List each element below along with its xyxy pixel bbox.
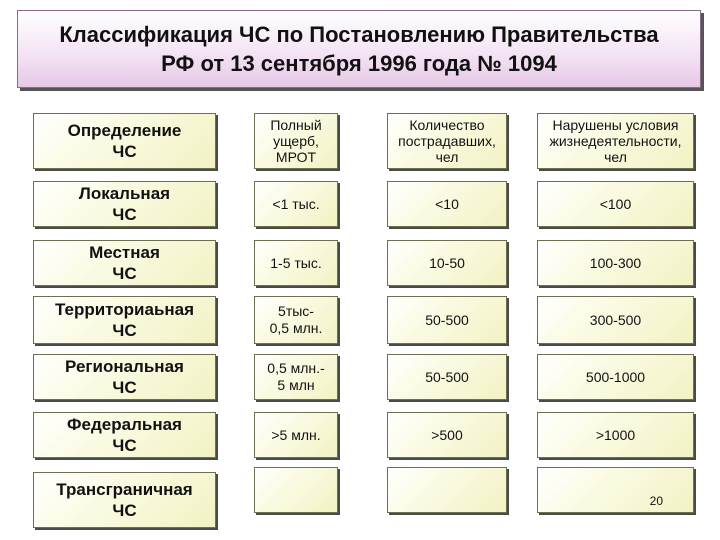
cell-value: 5тыс- 0,5 млн. xyxy=(269,303,323,336)
column-header-damage-label: Полный ущерб, МРОТ xyxy=(270,117,322,165)
slide-title-box xyxy=(17,10,701,88)
column-header-living-conditions-label: Нарушены условия жизнедеятельности, чел xyxy=(549,117,682,165)
cell-federal-living xyxy=(537,412,694,458)
row-label-text: Трансграничная ЧС xyxy=(56,480,193,520)
row-label-text: Региональная ЧС xyxy=(65,357,184,397)
cell-regional-victims xyxy=(387,354,507,400)
cell-local-victims xyxy=(387,181,507,227)
row-label-territorial xyxy=(33,296,216,344)
cell-transboundary-living xyxy=(537,467,694,513)
cell-value: 1-5 тыс. xyxy=(270,254,322,271)
cell-value: >5 млн. xyxy=(271,426,321,443)
cell-local-damage xyxy=(254,181,338,227)
row-label-text: Территориаьная ЧС xyxy=(54,300,195,340)
cell-federal-damage xyxy=(254,412,338,458)
row-label-regional xyxy=(33,354,216,400)
cell-value: >1000 xyxy=(595,426,636,443)
row-label-text: Местная ЧС xyxy=(89,243,160,283)
cell-value: 50-500 xyxy=(425,311,469,328)
cell-value: 300-500 xyxy=(589,311,642,328)
slide-title: Классификация ЧС по Постановлению Правительства РФ от 13 сентября 1996 года № 1094 xyxy=(59,22,659,76)
cell-value: 10-50 xyxy=(429,254,465,271)
cell-transboundary-damage xyxy=(254,467,338,513)
row-label-federal xyxy=(33,412,216,458)
header-definition-label: Определение ЧС xyxy=(67,121,182,161)
cell-value: 0,5 млн.- 5 млн xyxy=(267,360,325,393)
cell-value: 500-1000 xyxy=(585,368,646,385)
page-number: 20 xyxy=(649,494,663,508)
cell-value: >500 xyxy=(431,426,463,443)
column-header-damage xyxy=(254,113,338,169)
cell-value: <100 xyxy=(599,195,632,212)
column-header-living-conditions xyxy=(537,113,694,169)
cell-transboundary-victims xyxy=(387,467,507,513)
row-label-text: Локальная ЧС xyxy=(78,184,171,224)
cell-value: <10 xyxy=(435,195,459,212)
cell-territorial-victims xyxy=(387,296,507,344)
cell-local-living xyxy=(537,181,694,227)
cell-value: <1 тыс. xyxy=(272,195,320,212)
cell-municipal-victims xyxy=(387,240,507,286)
row-label-municipal xyxy=(33,240,216,286)
cell-regional-damage xyxy=(254,354,338,400)
cell-municipal-living xyxy=(537,240,694,286)
row-label-transboundary xyxy=(33,472,216,528)
cell-value: 100-300 xyxy=(589,254,642,271)
header-definition-cell xyxy=(33,113,216,169)
cell-federal-victims xyxy=(387,412,507,458)
cell-municipal-damage xyxy=(254,240,338,286)
cell-territorial-living xyxy=(537,296,694,344)
column-header-victims-label: Количество пострадавших, чел xyxy=(398,117,496,165)
cell-territorial-damage xyxy=(254,296,338,344)
cell-value: 50-500 xyxy=(425,368,469,385)
cell-regional-living xyxy=(537,354,694,400)
row-label-local xyxy=(33,181,216,227)
row-label-text: Федеральная ЧС xyxy=(67,415,182,455)
column-header-victims xyxy=(387,113,507,169)
